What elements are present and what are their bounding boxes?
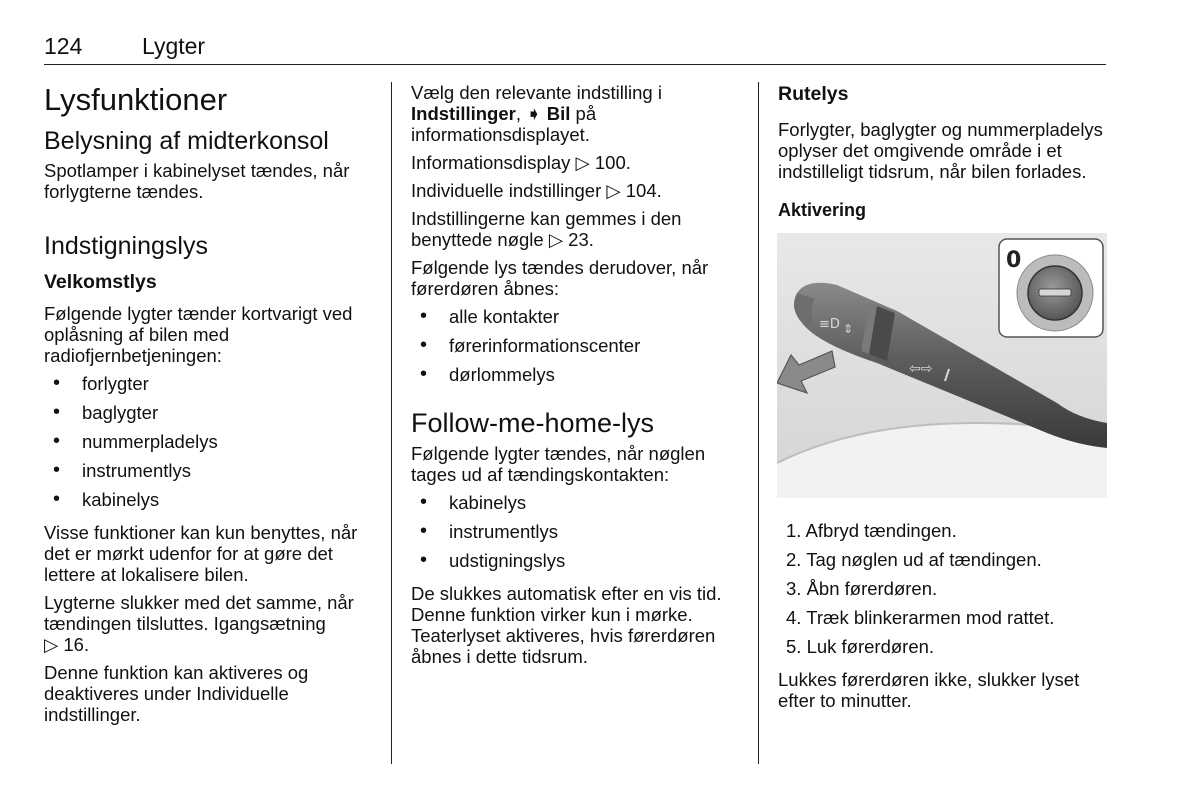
list-item: • instrumentlys — [411, 521, 745, 550]
running-title: Lygter — [142, 33, 206, 59]
cross-reference-link[interactable]: ▷ 16. — [44, 634, 90, 655]
lever-figure-svg — [777, 233, 1107, 498]
paragraph: De slukkes automatisk efter en vis tid. Denne funktion virker kun i mørke. Teaterlyset aktiveres, hvis førerdøren åbnes i dette tidsrum. — [411, 583, 722, 667]
list-item: 5. Luk førerdøren. — [786, 636, 935, 657]
paragraph: Forlygter, baglygter og nummerpladelys oplyser det omgivende område i et indstilleligt tidsrum, når bilen forlades. — [778, 119, 1103, 182]
steps-list — [778, 520, 1108, 665]
bullet-list — [44, 373, 378, 518]
paragraph-text: på informationsdisplayet. — [411, 103, 597, 145]
list-item: 1. Afbryd tændingen. — [786, 520, 957, 541]
paragraph-text: Lygterne slukker med det samme, når tændingen tilsluttes. Igangsætning — [44, 592, 354, 634]
list-item: • kabinelys — [411, 492, 745, 521]
svg-text:⇕: ⇕ — [843, 322, 854, 336]
list-item: • forlygter — [44, 373, 378, 402]
list-item: 4. Træk blinkerarmen mod rattet. — [786, 607, 1055, 628]
page-number: 124 — [44, 33, 83, 59]
column-divider — [758, 82, 759, 764]
page-header — [44, 33, 1106, 65]
paragraph — [411, 82, 745, 145]
menu-arrow: , ➧ — [515, 103, 542, 124]
bullet-list — [411, 306, 745, 393]
menu-path-bil: Bil — [546, 103, 571, 124]
column-right — [778, 82, 1108, 718]
turn-signal-lever-illustration — [777, 233, 1107, 498]
list-item: • nummerpladelys — [44, 431, 378, 460]
paragraph: Følgende lygter tænder kortvarigt ved oplåsning af bilen med radiofjernbetjeningen: — [44, 303, 353, 366]
svg-text:⇦⇨: ⇦⇨ — [909, 361, 933, 377]
paragraph: Følgende lygter tændes, når nøglen tages ud af tændingskontakten: — [411, 443, 706, 485]
chapter-title: Lysfunktioner — [44, 82, 228, 117]
heading-indstigningslys: Indstigningslys — [44, 232, 208, 260]
paragraph-text: Vælg den relevante indstilling i — [411, 82, 662, 103]
heading-rutelys: Rutelys — [778, 83, 849, 105]
paragraph: Spotlamper i kabinelyset tændes, når forlygterne tændes. — [44, 160, 350, 202]
heading-follow-me-home: Follow-me-home-lys — [411, 408, 655, 438]
column-left — [44, 82, 378, 732]
column-divider — [391, 82, 392, 764]
svg-text:≡D: ≡D — [819, 317, 840, 332]
menu-path-indstillinger: Indstillinger — [411, 103, 516, 124]
heading-aktivering: Aktivering — [778, 200, 867, 220]
list-item: • dørlommelys — [411, 364, 745, 393]
list-item: • udstigningslys — [411, 550, 745, 579]
list-item: • alle kontakter — [411, 306, 745, 335]
list-item: • instrumentlys — [44, 460, 378, 489]
list-item: 3. Åbn førerdøren. — [786, 578, 938, 599]
paragraph: Visse funktioner kan kun benyttes, når det er mørkt udenfor for at gøre det lettere at lokalisere bilen. — [44, 522, 358, 585]
paragraph: Denne funktion kan aktiveres og deaktiveres under Individuelle indstillinger. — [44, 662, 309, 725]
bullet-list — [411, 492, 745, 579]
paragraph: Følgende lys tændes derudover, når førerdøren åbnes: — [411, 257, 709, 299]
paragraph: Indstillingerne kan gemmes i den benyttede nøgle ▷ 23. — [411, 208, 682, 250]
ignition-position-label: 0 — [1006, 248, 1022, 273]
list-item: 2. Tag nøglen ud af tændingen. — [786, 549, 1042, 570]
heading-velkomstlys: Velkomstlys — [44, 271, 157, 293]
list-item: • førerinformationscenter — [411, 335, 745, 364]
heading-midterkonsol: Belysning af midterkonsol — [44, 127, 329, 155]
column-middle — [411, 82, 745, 674]
list-item: • baglygter — [44, 402, 378, 431]
paragraph — [44, 592, 378, 655]
cross-reference-link[interactable]: Individuelle indstillinger ▷ 104. — [411, 180, 662, 201]
cross-reference-link[interactable]: Informationsdisplay ▷ 100. — [411, 152, 631, 173]
paragraph: Lukkes førerdøren ikke, slukker lyset efter to minutter. — [778, 669, 1080, 711]
list-item: • kabinelys — [44, 489, 378, 518]
